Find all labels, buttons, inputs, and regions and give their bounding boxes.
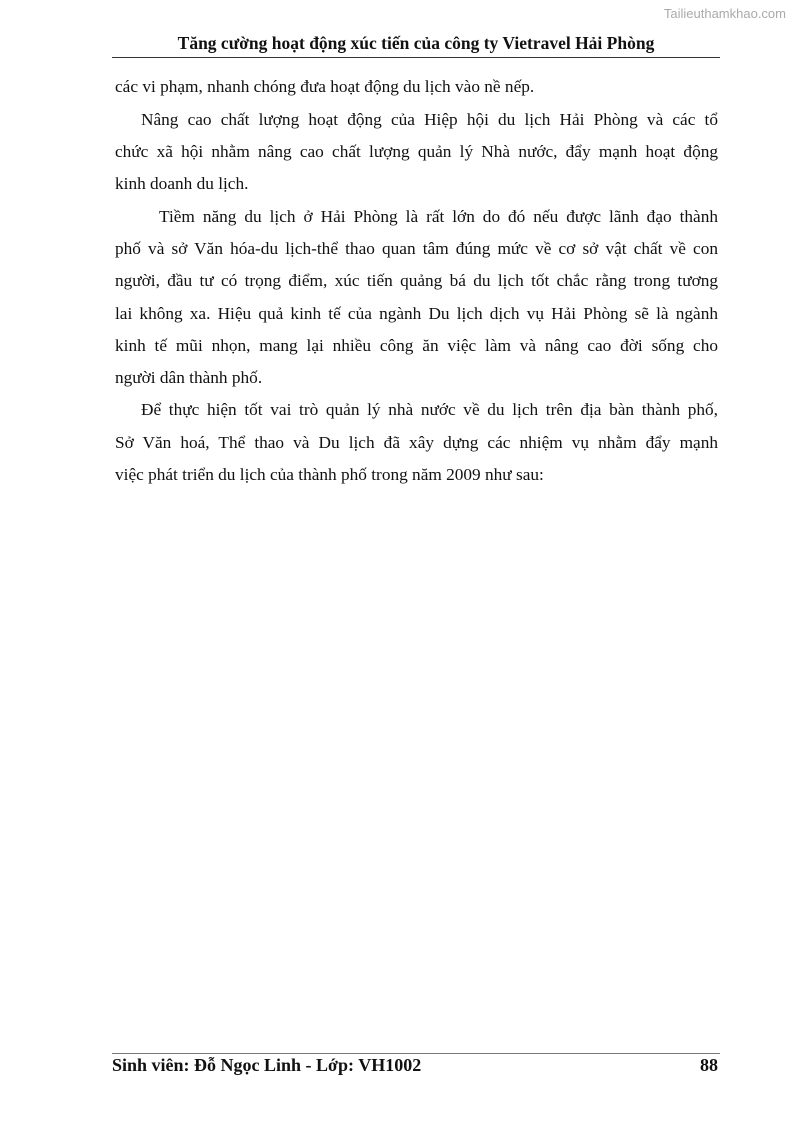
text-line: kinh tế mũi nhọn, mang lại nhiều công ăn việc làm và nâng cao đời sống cho	[115, 336, 718, 355]
header-rule	[112, 57, 720, 58]
text-line: việc phát triển du lịch của thành phố trong năm 2009 như sau:	[115, 465, 544, 484]
text-line: kinh doanh du lịch.	[115, 174, 249, 193]
footer-author: Sinh viên: Đỗ Ngọc Linh - Lớp: VH1002	[112, 1055, 422, 1075]
text-line: lai không xa. Hiệu quả kinh tế của ngành Du lịch dịch vụ Hải Phòng sẽ là ngành	[115, 304, 718, 323]
text-line: Để thực hiện tốt vai trò quản lý nhà nước về du lịch trên địa bàn thành phố,	[141, 400, 718, 419]
watermark: Tailieuthamkhao.com	[663, 6, 786, 21]
text-line: Tiềm năng du lịch ở Hải Phòng là rất lớn do đó nếu được lãnh đạo thành	[159, 207, 718, 226]
text-line: chức xã hội nhằm nâng cao chất lượng quản lý Nhà nước, đẩy mạnh hoạt động	[115, 142, 718, 161]
text-line: các vi phạm, nhanh chóng đưa hoạt động du lịch vào nề nếp.	[115, 77, 535, 96]
footer-rule	[112, 1053, 720, 1054]
text-line: người dân thành phố.	[115, 368, 263, 387]
page-number: 88	[700, 1055, 718, 1075]
text-line: Sở Văn hoá, Thể thao và Du lịch đã xây dựng các nhiệm vụ nhằm đẩy mạnh	[115, 433, 718, 452]
text-line: người, đầu tư có trọng điểm, xúc tiến quảng bá du lịch tốt chắc rằng trong tương	[115, 271, 718, 290]
text-line: phố và sở Văn hóa-du lịch-thể thao quan tâm đúng mức về cơ sở vật chất về con	[115, 239, 718, 258]
running-header: Tăng cường hoạt động xúc tiến của công ty Vietravel Hải Phòng	[177, 33, 655, 53]
text-line: Nâng cao chất lượng hoạt động của Hiệp hội du lịch Hải Phòng và các tổ	[141, 110, 718, 129]
